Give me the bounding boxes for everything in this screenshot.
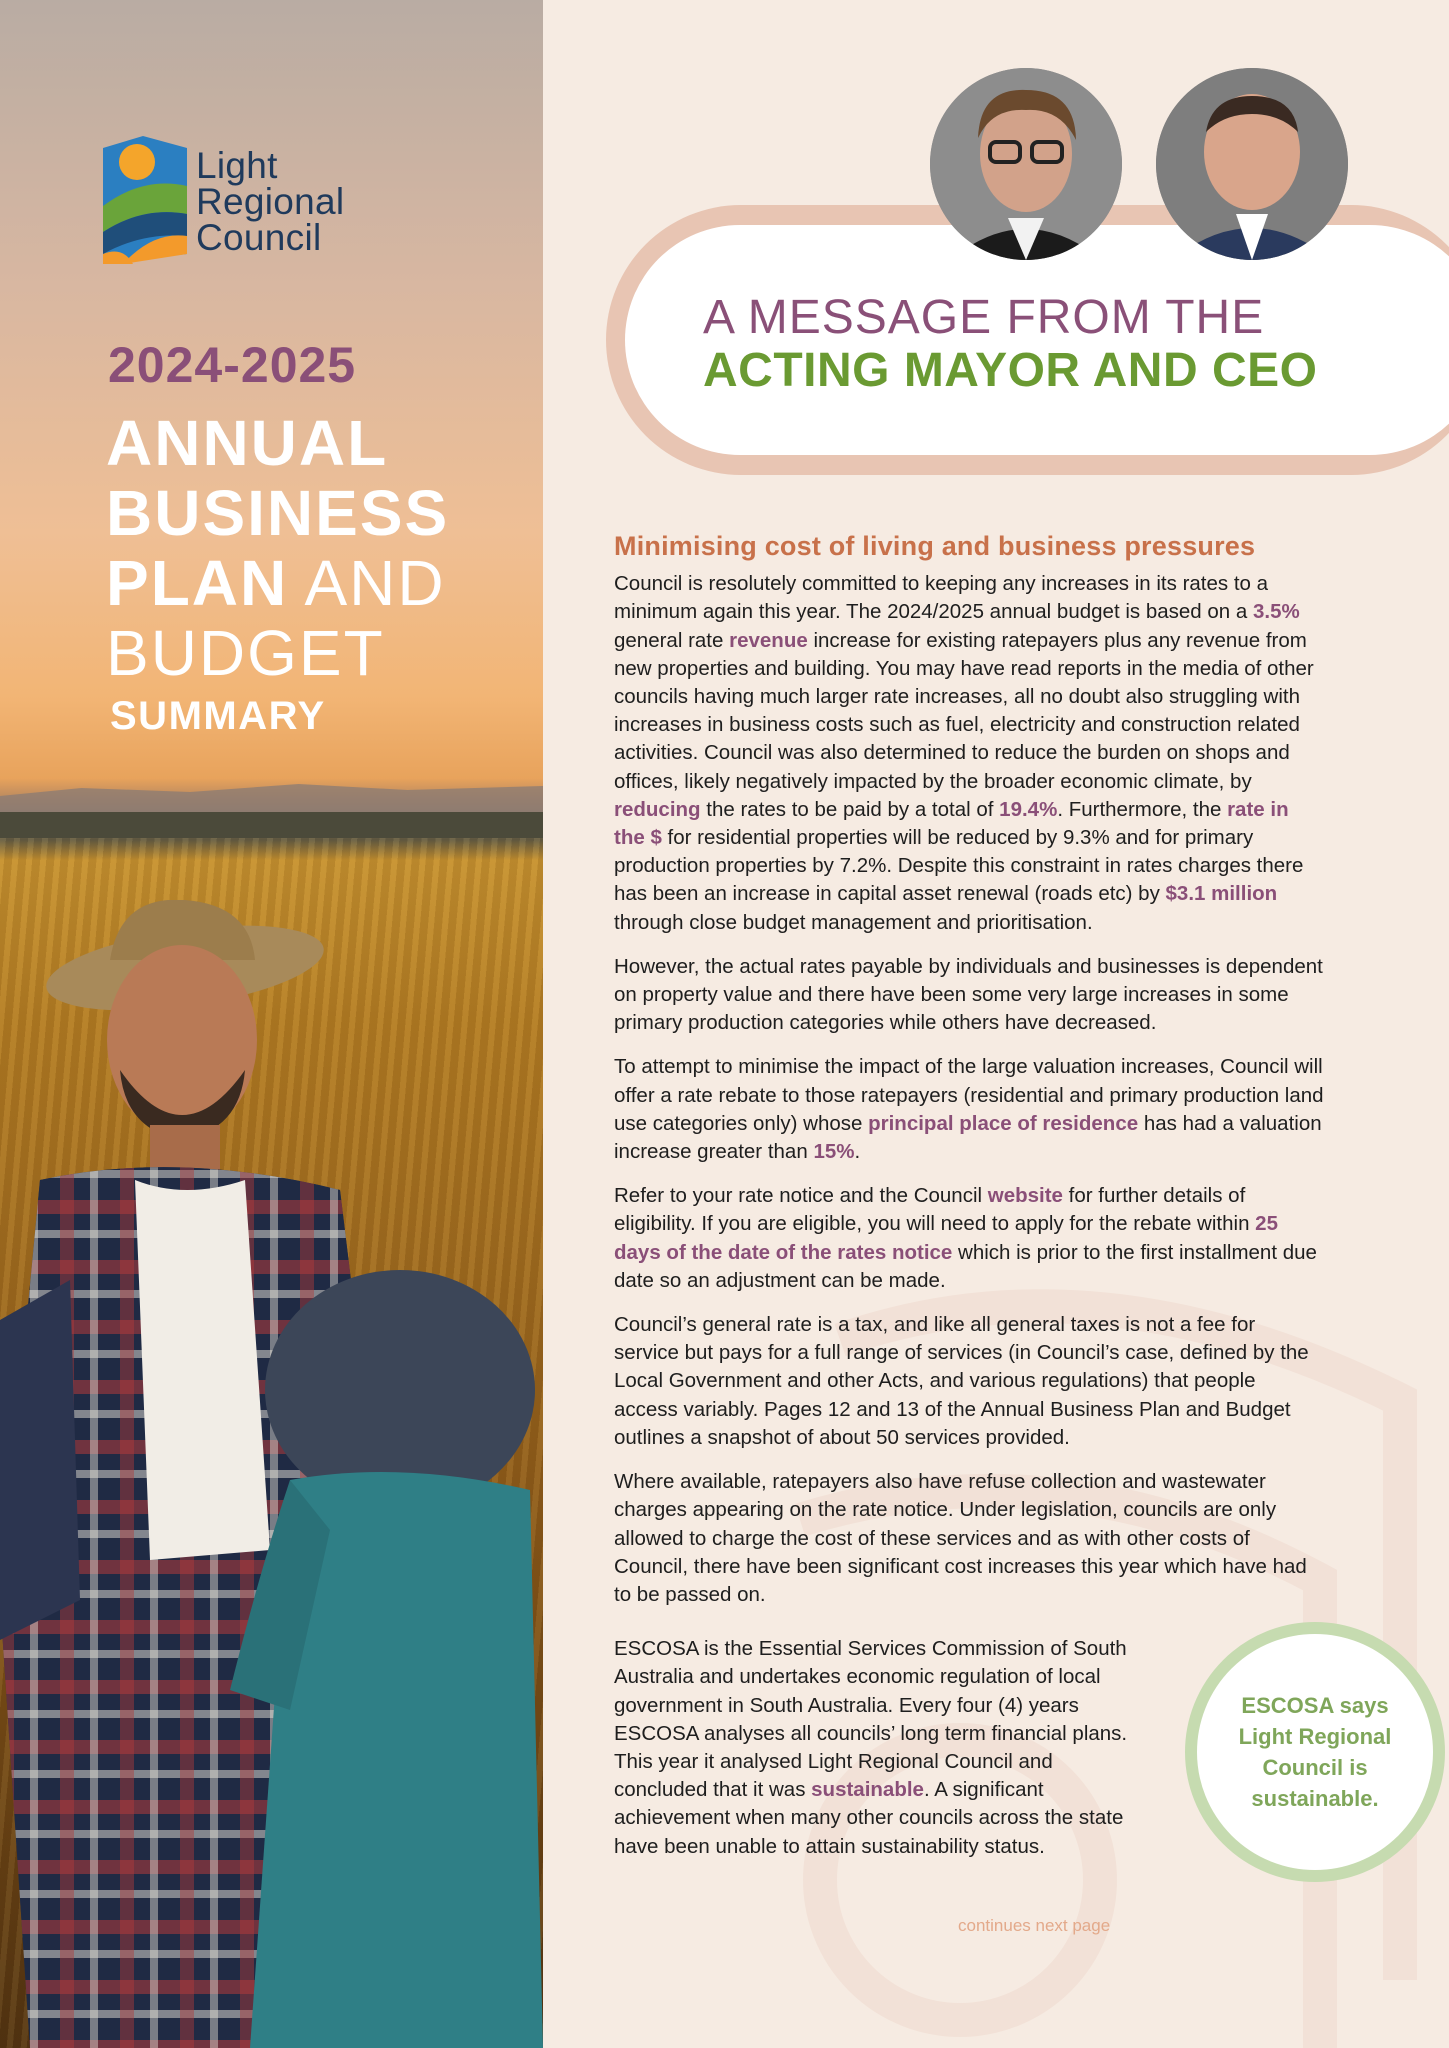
- logo-mark-icon: [103, 136, 187, 266]
- cover-subtitle: SUMMARY: [110, 694, 326, 738]
- text-run: ESCOSA is the Essential Services Commission of South Australia and undertakes economic regulation of local government in South Australia. Every four (4) years ESCOSA analyses all councils’ long term financial plans. This year it analysed Light Regional Council and concluded that it was: [614, 1637, 1128, 1802]
- cover-title-light: AND: [288, 547, 446, 619]
- cover-title-line: BUDGET: [106, 617, 385, 689]
- callout-text: ESCOSA says Light Regional Council is sustainable.: [1238, 1693, 1392, 1811]
- logo-line: Regional: [196, 181, 345, 222]
- cover-years: 2024-2025: [108, 337, 357, 393]
- escosa-callout: [1185, 1622, 1445, 1882]
- cover-title: [106, 408, 449, 688]
- cover-title-line: BUSINESS: [106, 477, 450, 549]
- highlight: 25 days of the date of the rates notice: [614, 1212, 1278, 1264]
- paragraph-services: Where available, ratepayers also have refuse collection and wastewater charges appearing on the rate notice. Under legislation, councils are only allowed to charge the cost of these services and as with other costs of Council, there have been significant cost increases this year which have had to be passed on.: [614, 1470, 1307, 1606]
- banner-line-2: ACTING MAYOR AND CEO: [703, 344, 1318, 397]
- text-run: has had a valuation increase greater than: [614, 1111, 1322, 1164]
- highlight: sustainable: [811, 1778, 924, 1802]
- logo-wordmark: [196, 145, 345, 258]
- highlight: 19.4%: [999, 797, 1058, 821]
- text-run: for residential properties will be reduced by 9.3% and for primary production properties by 7.2%. Despite this constraint in rates charges there has been an increase in capital asset renewal (roads etc) by: [614, 826, 1304, 906]
- ceo-photo: [1156, 68, 1348, 260]
- highlight: revenue: [729, 628, 808, 652]
- text-run: increase for existing ratepayers plus any revenue from new properties and building. You may have read reports in the media of other councils having much larger rate increases, all no doubt also struggling with increases in business costs such as fuel, electricity and construction related activities. Council was also determined to reduce the burden on shops and offices, likely negatively impacted by the broader economic climate, by: [614, 628, 1314, 793]
- paragraph-property-value: However, the actual rates payable by individuals and businesses is dependent on property value and there have been some very large increases in some primary production categories while others have decreased.: [614, 954, 1323, 1035]
- highlight: reducing: [614, 797, 701, 821]
- text-run: general rate: [614, 628, 730, 652]
- paragraph-escosa: [614, 1635, 1139, 1861]
- highlight: principal place of residence: [868, 1111, 1139, 1135]
- text-run: . Furthermore, the: [1057, 797, 1228, 821]
- highlight: 15%: [813, 1140, 855, 1164]
- paragraph-eligibility: [614, 1182, 1324, 1295]
- council-logo: [103, 136, 363, 270]
- paragraph-rebate: [614, 1053, 1324, 1166]
- text-run: for further details of eligibility. If you are eligible, you will need to apply for the rebate within: [614, 1184, 1256, 1236]
- continues-label: continues next page: [958, 1916, 1111, 1935]
- text-run: .: [854, 1140, 861, 1164]
- text-run: through close budget management and prioritisation.: [614, 910, 1093, 934]
- cover-title-bold: PLAN: [106, 547, 289, 619]
- acting-mayor-photo: [930, 68, 1122, 260]
- logo-line: Council: [196, 217, 322, 258]
- treeline: [0, 812, 543, 838]
- highlight: 3.5%: [1252, 600, 1300, 624]
- cover-photo: [0, 0, 543, 2048]
- paragraph-rates: [614, 570, 1324, 937]
- paragraph-general-rate: Council’s general rate is a tax, and like all general taxes is not a fee for service but pays for a full range of services (in Council’s case, defined by the Local Government and other Acts, and various regulations) that people access variably. Pages 12 and 13 of the Annual Business Plan and Budget outlines a snapshot of about 50 services provided.: [614, 1313, 1309, 1449]
- text-run: Refer to your rate notice and the Council: [614, 1184, 988, 1208]
- text-run: To attempt to minimise the impact of the large valuation increases, Council will offer a rate rebate to those ratepayers (residential and primary production land use categories only) whose: [614, 1055, 1324, 1135]
- highlight: rate in the $: [614, 797, 1289, 850]
- text-run: . A significant achievement when many other councils across the state have been unable to attain sustainability status.: [614, 1778, 1124, 1858]
- section-heading: Minimising cost of living and business pressures: [614, 531, 1256, 561]
- logo-line: Light: [196, 145, 278, 186]
- text-run: the rates to be paid by a total of: [700, 797, 1000, 821]
- text-run: Council is resolutely committed to keeping any increases in its rates to a minimum again this year. The 2024/2025 annual budget is based on a: [614, 572, 1269, 624]
- cover-title-line: [106, 548, 449, 618]
- text-run: which is prior to the first installment due date so an adjustment can be made.: [614, 1240, 1317, 1292]
- highlight: $3.1 million: [1165, 882, 1278, 906]
- banner-line-1: A MESSAGE FROM THE: [703, 291, 1265, 344]
- cover-title-line: ANNUAL: [106, 407, 389, 479]
- website-link[interactable]: website: [987, 1184, 1063, 1208]
- child-figure: [230, 1270, 543, 2048]
